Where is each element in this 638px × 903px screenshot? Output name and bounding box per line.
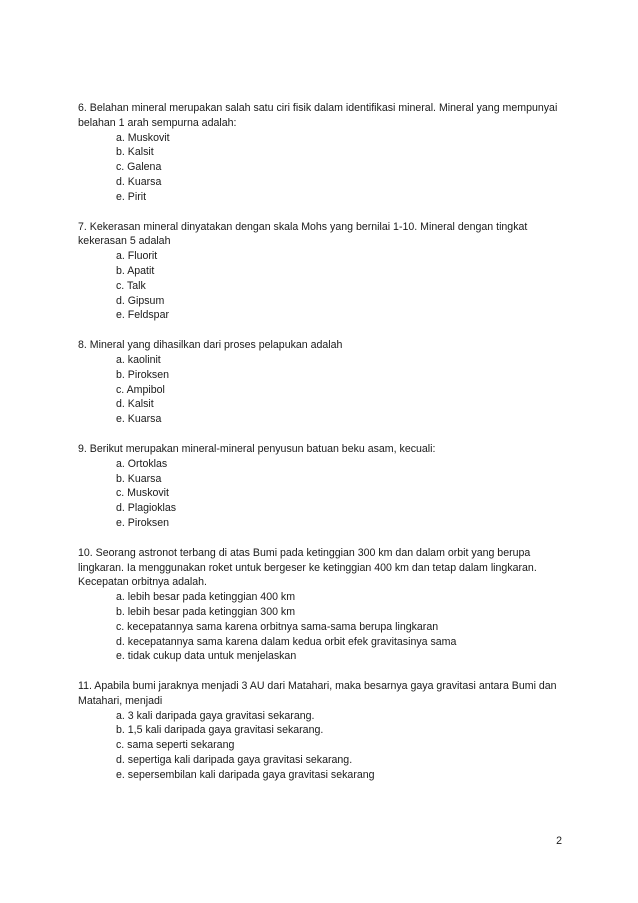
option-d: d. sepertiga kali daripada gaya gravitasi sekarang. [116,754,353,767]
option-e: e. Feldspar [116,309,169,322]
page-number: 2 [556,835,562,847]
option-d: d. kecepatannya sama karena dalam kedua orbit efek gravitasinya sama [116,635,457,648]
option-e: e. Pirit [116,190,147,203]
option-list [78,249,566,323]
question-10 [78,546,566,664]
question-stem: 9. Berikut merupakan mineral-mineral penyusun batuan beku asam, kecuali: [78,442,436,455]
option-b: b. Kuarsa [116,472,162,485]
question-stem: 7. Kekerasan mineral dinyatakan dengan skala Mohs yang bernilai 1-10. Mineral dengan tingkat kekerasan 5 adalah [78,220,528,248]
option-c: c. Muskovit [116,487,169,500]
question-8 [78,338,566,427]
option-d: d. Plagioklas [116,502,177,515]
question-6 [78,101,566,205]
option-list [78,590,566,664]
option-c: c. sama seperti sekarang [116,739,235,752]
option-a: a. Ortoklas [116,457,168,470]
option-e: e. sepersembilan kali daripada gaya gravitasi sekarang [116,768,375,781]
question-list [78,101,566,798]
option-b: b. Apatit [116,264,155,277]
option-c: c. Talk [116,279,146,292]
option-b: b. Kalsit [116,146,154,159]
option-b: b. 1,5 kali daripada gaya gravitasi sekarang. [116,724,324,737]
option-a: a. Muskovit [116,131,170,144]
option-a: a. 3 kali daripada gaya gravitasi sekarang. [116,709,315,722]
option-c: c. Ampibol [116,383,165,396]
option-e: e. tidak cukup data untuk menjelaskan [116,650,297,663]
option-b: b. lebih besar pada ketinggian 300 km [116,605,296,618]
option-list [78,353,566,427]
question-stem: 6. Belahan mineral merupakan salah satu ciri fisik dalam identifikasi mineral. Mineral yang mempunyai belahan 1 arah sempurna adalah: [78,102,558,129]
question-stem: 10. Seorang astronot terbang di atas Bumi pada ketinggian 300 km dan dalam orbit yang berupa lingkaran. Ia menggunakan roket untuk bergeser ke ketinggian 400 km dan tetap dalam lingkaran. Kecepatan orbitnya adalah. [78,546,537,589]
option-d: d. Gipsum [116,294,165,307]
option-a: a. Fluorit [116,250,158,263]
option-d: d. Kalsit [116,398,154,411]
question-stem: 11. Apabila bumi jaraknya menjadi 3 AU dari Matahari, maka besarnya gaya gravitasi antara Bumi dan Matahari, menjadi [78,680,557,707]
question-11 [78,679,566,783]
option-d: d. Kuarsa [116,175,162,188]
question-9 [78,442,566,531]
option-list [78,457,566,531]
option-e: e. Piroksen [116,516,169,529]
question-stem: 8. Mineral yang dihasilkan dari proses pelapukan adalah [78,339,343,352]
option-b: b. Piroksen [116,368,169,381]
option-e: e. Kuarsa [116,413,162,426]
option-a: a. kaolinit [116,353,161,366]
option-list [78,709,566,783]
option-c: c. kecepatannya sama karena orbitnya sama-sama berupa lingkaran [116,620,439,633]
option-a: a. lebih besar pada ketinggian 400 km [116,591,296,604]
option-c: c. Galena [116,161,162,174]
question-7 [78,220,566,324]
option-list [78,131,566,205]
